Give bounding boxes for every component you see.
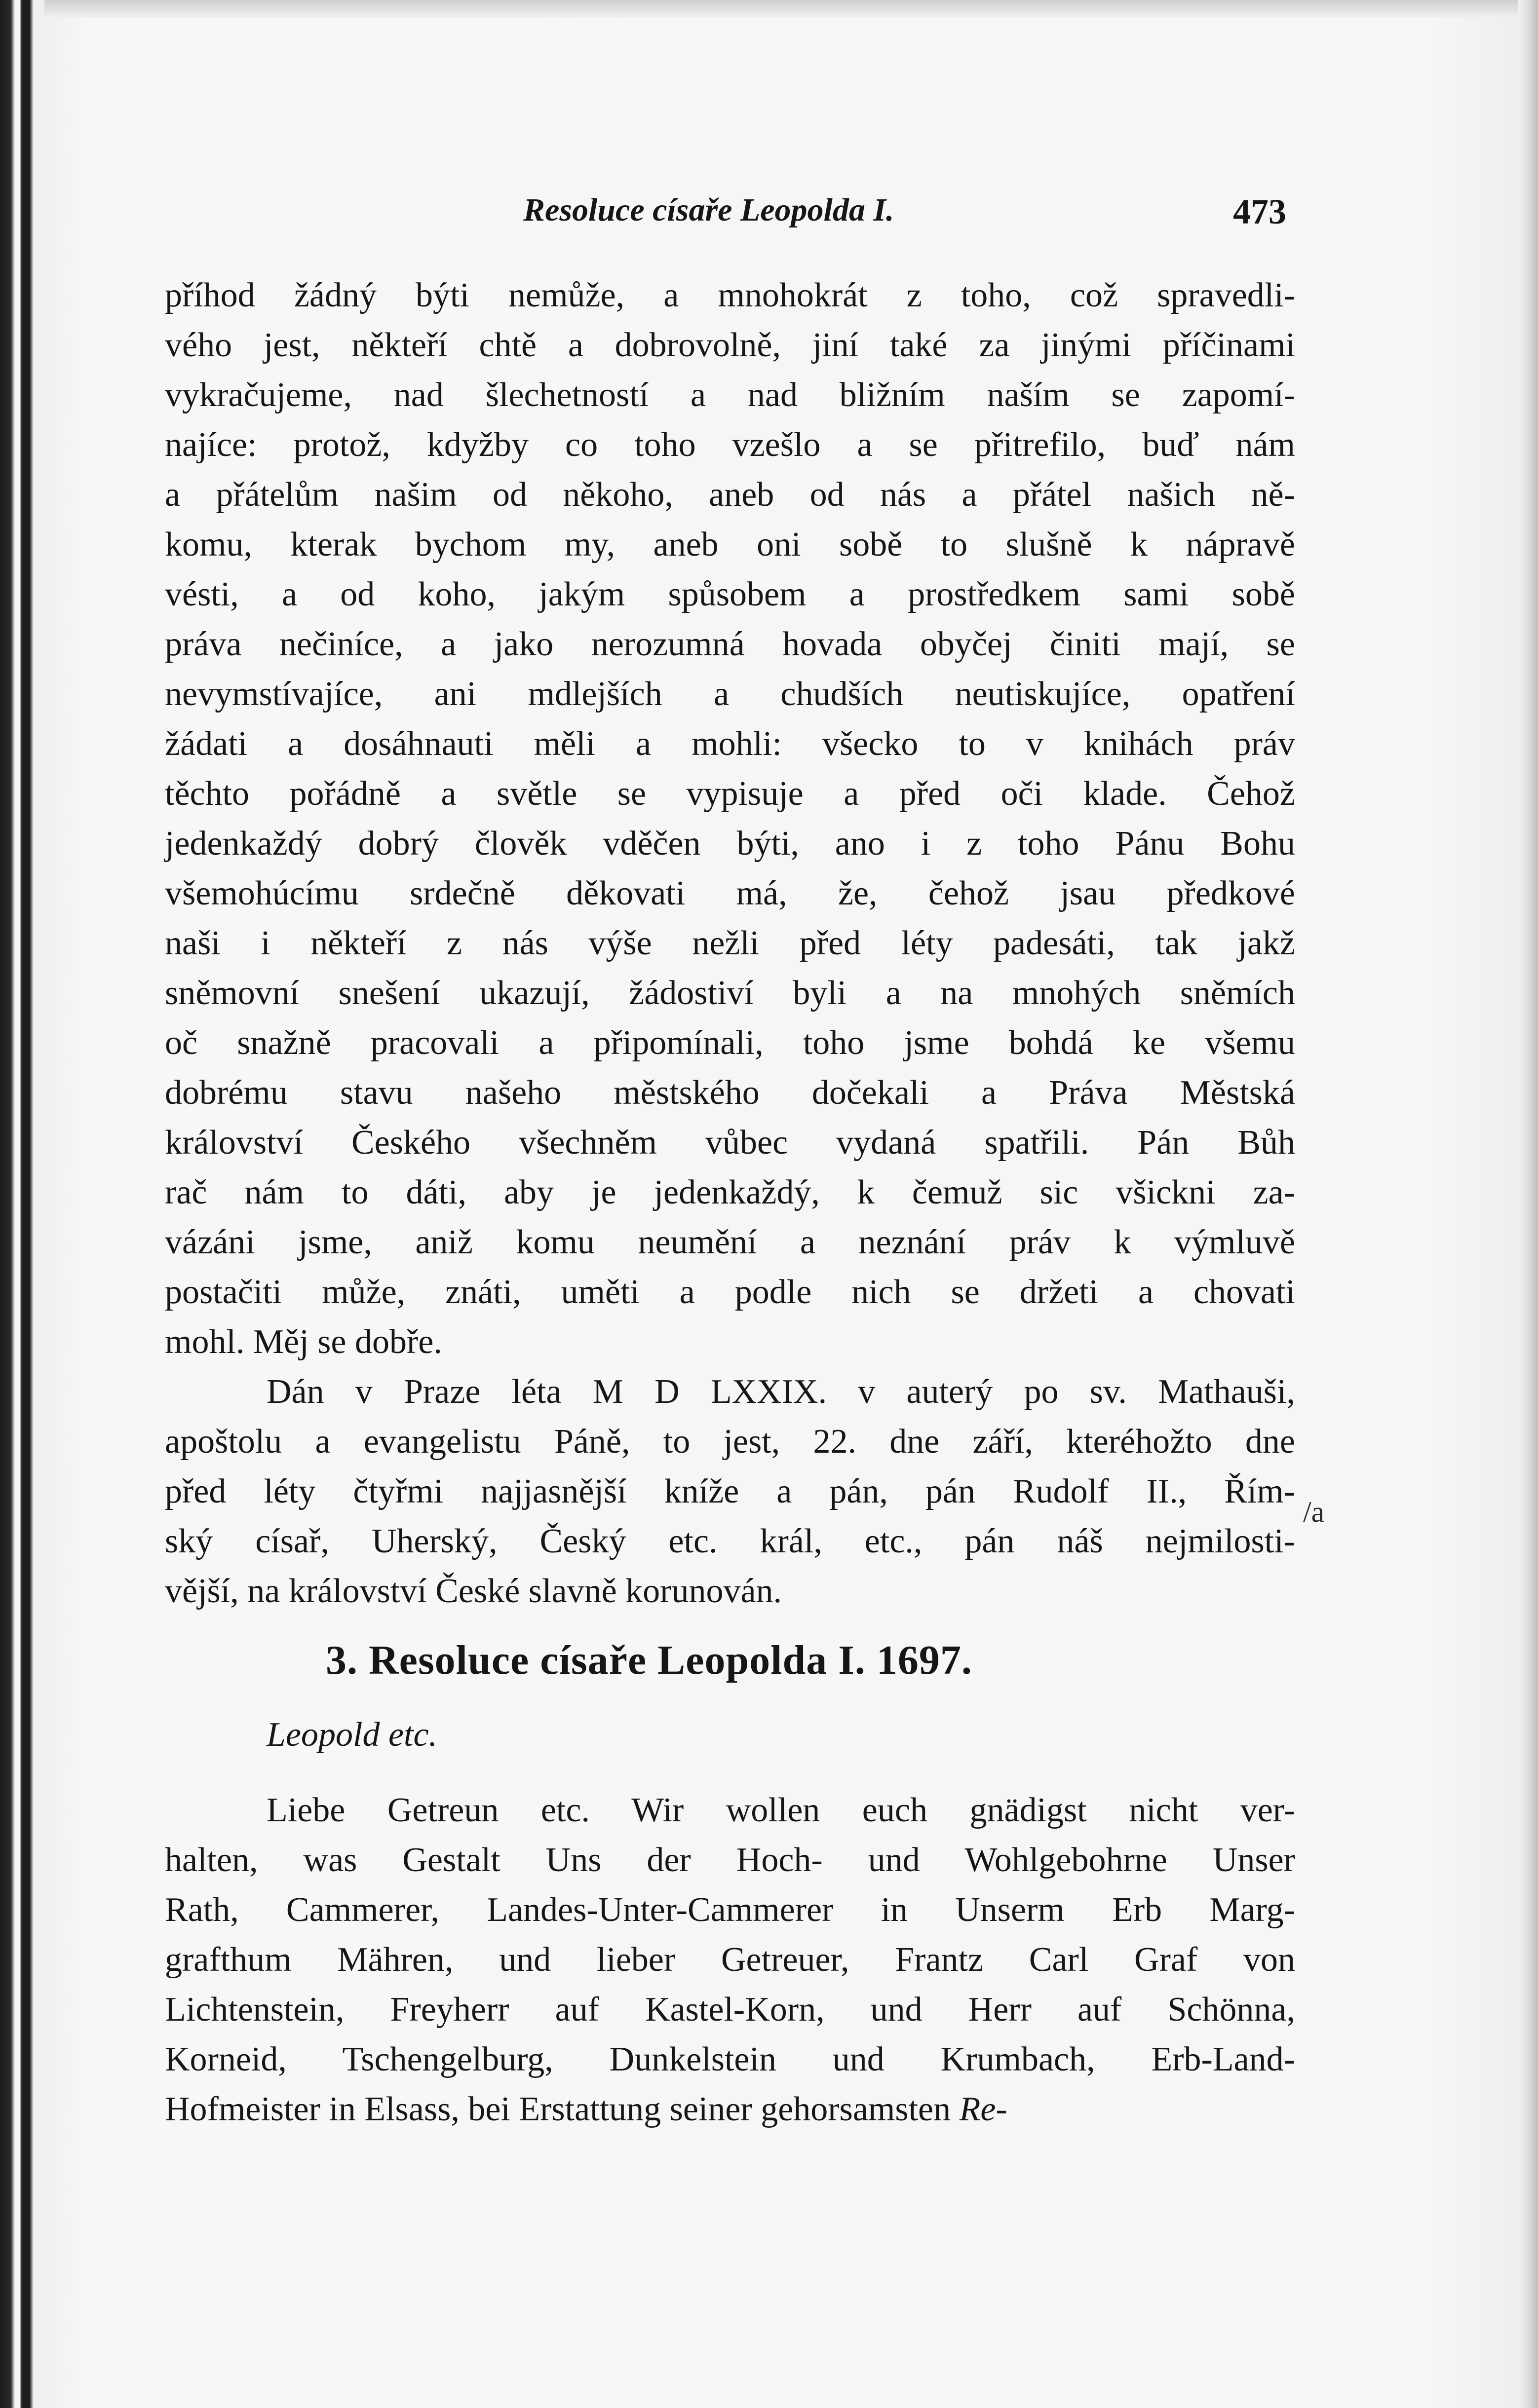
page-number: 473 [1233,192,1286,231]
text-line: dobrému stavu našeho městského dočekali a Práva Městská [165,1074,1295,1112]
text-line-with-italic [165,2084,1295,2134]
text-line: Lichtenstein, Freyherr auf Kastel-Korn, und Herr auf Schönna, [165,1991,1295,2029]
text-line: ský císař, Uherský, Český etc. král, etc., pán náš nejmilosti- [165,1522,1295,1560]
text-line: apoštolu a evangelistu Páně, to jest, 22. dne září, kteréhožto dne [165,1423,1295,1461]
text-line: postačiti může, znáti, uměti a podle nich se držeti a chovati [165,1273,1295,1311]
paragraph-2 [165,1367,1295,1616]
text-line: naši i někteří z nás výše nežli před léty padesáti, tak jakž [165,924,1295,962]
text-line: mohl. Měj se dobře. [165,1323,442,1361]
paragraph-1 [165,270,1295,1367]
text-line: komu, kterak bychom my, aneb oni sobě to slušně k nápravě [165,526,1295,564]
text-segment: Hofmeister in Elsass, bei Erstattung seiner gehorsamsten [165,2090,951,2128]
text-line: Rath, Cammerer, Landes-Unter-Cammerer in Unserm Erb Marg- [165,1891,1295,1929]
italic-word: Re- [959,2090,1007,2128]
text-line: rač nám to dáti, aby je jedenkaždý, k čemuž sic všickni za- [165,1173,1295,1211]
text-line: nevymstívajíce, ani mdlejších a chudších neutiskujíce, opatření [165,675,1295,713]
margin-correction: /a [1303,1496,1325,1528]
text-line: jedenkaždý dobrý člověk vděčen býti, ano i z toho Pánu Bohu [165,825,1295,863]
text-line: vykračujeme, nad šlechetností a nad bližním naším se zapomí- [165,376,1295,414]
section-title: 3. Resoluce císaře Leopolda I. 1697. [326,1637,972,1683]
text-line: vésti, a od koho, jakým spůsobem a prostředkem sami sobě [165,575,1295,613]
binding-edge [0,0,44,2408]
text-line: práva nečiníce, a jako nerozumná hovada obyčej činiti mají, se [165,625,1295,663]
text-line: před léty čtyřmi najjasnější kníže a pán, pán Rudolf II., Řím- [165,1472,1295,1510]
text-line: všemohúcímu srdečně děkovati má, že, čehož jsau předkové [165,874,1295,912]
text-line: těchto pořádně a světle se vypisuje a před oči klade. Čehož [165,775,1295,813]
text-line: a přátelům našim od někoho, aneb od nás a přátel našich ně- [165,476,1295,514]
text-line: halten, was Gestalt Uns der Hoch- und Wohlgebohrne Unser [165,1841,1295,1879]
page-top-edge [0,0,1538,18]
text-line: příhod žádný býti nemůže, a mnohokrát z toho, což spravedli- [165,276,1295,314]
text-line: Liebe Getreun etc. Wir wollen euch gnädigst nicht ver- [267,1791,1295,1829]
text-line: najíce: protož, kdyžby co toho vzešlo a se přitrefilo, buď nám [165,426,1295,464]
salutation: Leopold etc. [267,1716,438,1754]
text-line: grafthum Mähren, und lieber Getreuer, Frantz Carl Graf von [165,1941,1295,1979]
text-line: žádati a dosáhnauti měli a mohli: všecko to v knihách práv [165,725,1295,763]
text-line: vější, na království České slavně korunován. [165,1572,782,1610]
running-title: Resoluce císaře Leopolda I. [523,192,894,228]
text-line: Korneid, Tschengelburg, Dunkelstein und Krumbach, Erb-Land- [165,2040,1295,2078]
text-line: Dán v Praze léta M D LXXIX. v auterý po sv. Mathauši, [267,1373,1295,1411]
text-line: vázáni jsme, aniž komu neumění a neznání práv k výmluvě [165,1223,1295,1261]
paragraph-3 [165,1785,1295,2134]
page-right-edge [1518,0,1538,2408]
text-line: království Českého všechněm vůbec vydaná spatřili. Pán Bůh [165,1124,1295,1162]
text-line: vého jest, někteří chtě a dobrovolně, jiní také za jinými příčinami [165,326,1295,364]
text-line: oč snažně pracovali a připomínali, toho jsme bohdá ke všemu [165,1024,1295,1062]
text-line: sněmovní snešení ukazují, žádostiví byli a na mnohých sněmích [165,974,1295,1012]
